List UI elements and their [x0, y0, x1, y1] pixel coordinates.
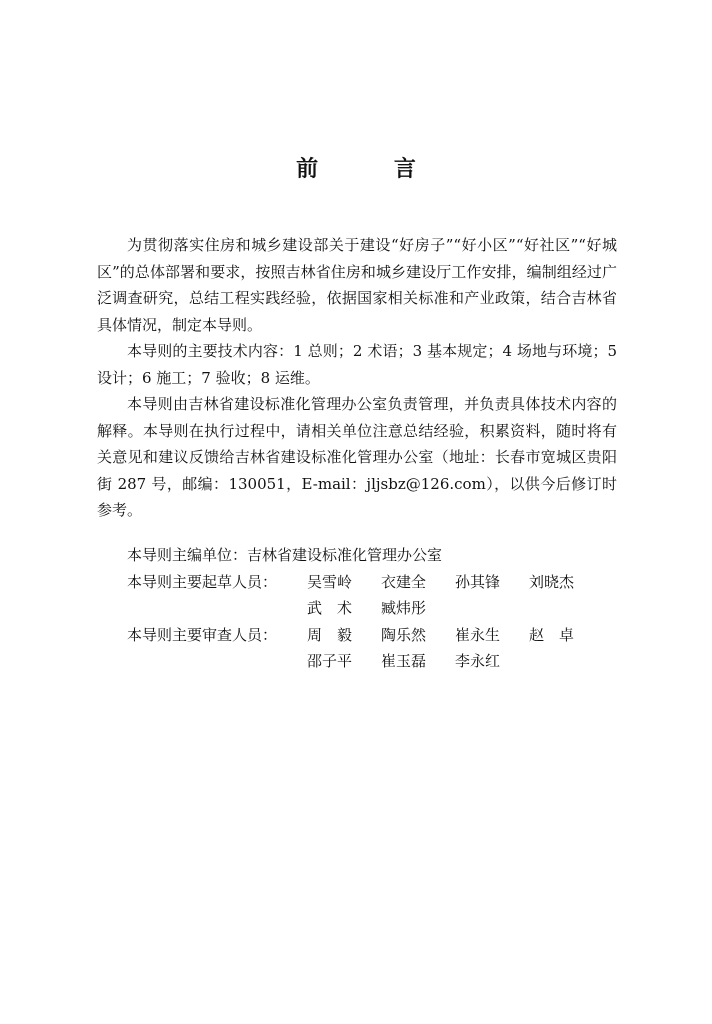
paragraph-purpose: 为贯彻落实住房和城乡建设部关于建设“好房子”“好小区”“好社区”“好城区”的总体部署和要求，按照吉林省住房和城乡建设厅工作安排，编制组经过广泛调查研究，总结工程实践经验，依据国家相关标准和产业政策，结合吉林省具体情况，制定本导则。 [97, 236, 617, 334]
reviewer-name: 李永红 [455, 652, 501, 670]
staff-section [97, 542, 617, 675]
drafter-name: 吴雪岭 [307, 572, 353, 591]
drafters-names-2 [307, 595, 455, 622]
drafters-label: 本导则主要起草人员： [127, 572, 278, 591]
reviewer-name: 陶乐然 [381, 625, 427, 644]
reviewers-names-2 [307, 648, 529, 675]
reviewer-name: 崔玉磊 [381, 652, 427, 670]
drafter-name: 衣建全 [381, 572, 427, 591]
chief-unit-label: 本导则主编单位： [127, 546, 248, 564]
drafter-name: 臧炜彤 [381, 599, 427, 617]
chief-unit-row [97, 542, 617, 569]
reviewer-name: 邵子平 [307, 652, 353, 670]
chief-unit-name: 吉林省建设标准化管理办公室 [247, 546, 443, 564]
reviewers-names-1 [307, 622, 603, 649]
drafter-name: 孙其锋 [455, 572, 501, 591]
drafter-name: 武 术 [307, 599, 353, 617]
preface-body [97, 232, 617, 524]
page-title: 前 言 [296, 157, 450, 182]
drafter-name: 刘晓杰 [529, 572, 575, 591]
paragraph-technical-content: 本导则的主要技术内容：1 总则；2 术语；3 基本规定；4 场地与环境；5 设计；6 施工；7 验收；8 运维。 [97, 342, 617, 387]
reviewer-name: 赵 卓 [529, 625, 575, 644]
reviewers-label: 本导则主要审查人员： [127, 625, 278, 644]
drafters-row-1 [97, 569, 617, 596]
reviewers-row-1 [97, 622, 617, 649]
paragraph-management: 本导则由吉林省建设标准化管理办公室负责管理，并负责具体技术内容的解释。本导则在执行过程中，请相关单位注意总结经验，积累资料，随时将有关意见和建议反馈给吉林省建设标准化管理办公室（地址：长春市宽城区贵阳街 287 号，邮编：130051，E-mail：jljsbz@126.com），以供今后修订时参考。 [97, 395, 617, 519]
reviewer-name: 崔永生 [455, 625, 501, 644]
drafters-row-2 [97, 595, 617, 622]
reviewers-row-2 [97, 648, 617, 675]
drafters-names-1 [307, 569, 603, 596]
reviewer-name: 周 毅 [307, 625, 353, 644]
